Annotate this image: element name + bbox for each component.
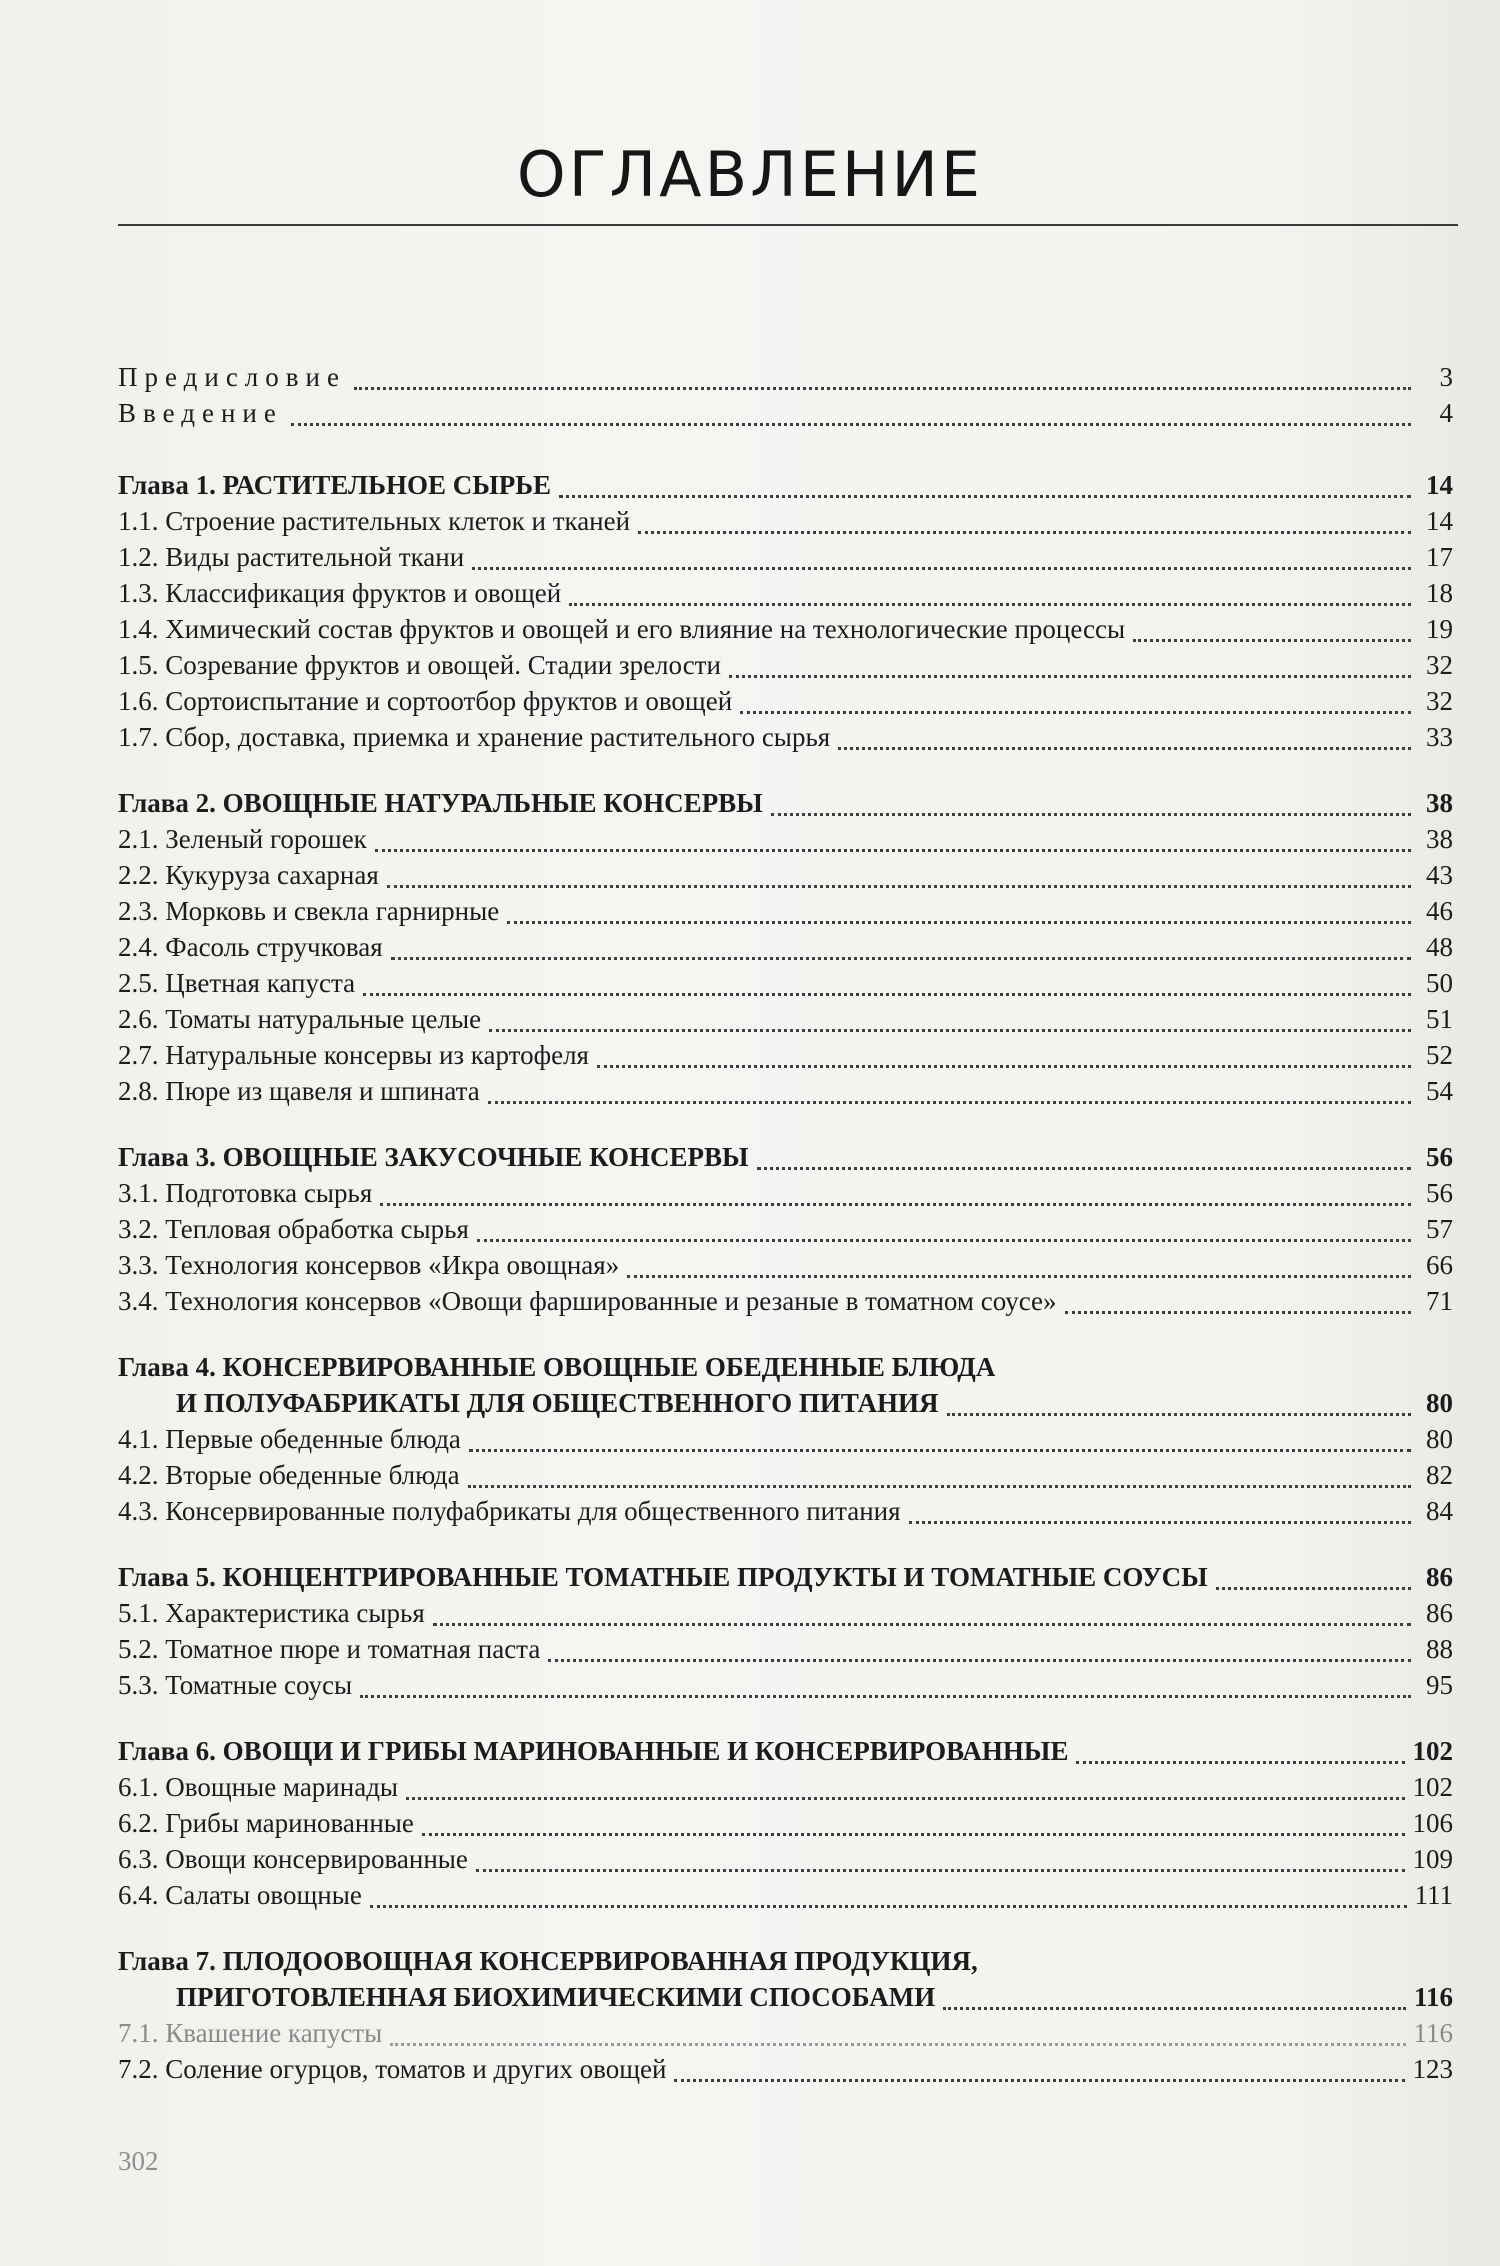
chapter-title: Глава 7. ПЛОДООВОЩНАЯ КОНСЕРВИРОВАННАЯ ПРОДУКЦИЯ, — [118, 1946, 978, 1976]
leader-dots — [391, 943, 1411, 960]
leader-dots — [354, 373, 1411, 390]
toc-section[interactable] — [118, 1808, 1453, 1844]
leader-dots — [1216, 1573, 1411, 1590]
toc-entry-label: 7.1. Квашение капусты — [118, 2018, 383, 2048]
leader-dots — [468, 1471, 1411, 1488]
toc-page-number: 86 — [1426, 1562, 1453, 1592]
toc-entry-label: 6.2. Грибы маринованные — [118, 1808, 414, 1838]
leader-dots — [477, 1225, 1411, 1242]
toc-section[interactable] — [118, 650, 1453, 686]
leader-dots — [559, 481, 1411, 498]
leader-dots — [489, 1015, 1411, 1032]
page-title: ОГЛАВЛЕНИЕ — [516, 138, 984, 211]
toc-page-number: 109 — [1412, 1844, 1453, 1874]
toc-entry-label: 2.4. Фасоль стручковая — [118, 932, 383, 962]
leader-dots — [370, 1891, 1407, 1908]
toc-section[interactable] — [118, 1598, 1453, 1634]
toc-page-number: 43 — [1426, 860, 1453, 890]
toc-section[interactable] — [118, 1634, 1453, 1670]
toc-entry-label: 2.8. Пюре из щавеля и шпината — [118, 1076, 480, 1106]
toc-chapter-5[interactable] — [118, 1562, 1453, 1598]
leader-dots — [729, 661, 1411, 678]
page-number-footer: 302 — [118, 2146, 159, 2176]
toc-page-number: 82 — [1426, 1460, 1453, 1490]
toc-section[interactable] — [118, 1424, 1453, 1460]
toc-entry-label: 4.2. Вторые обеденные блюда — [118, 1460, 460, 1490]
leader-dots — [838, 733, 1411, 750]
leader-dots — [638, 517, 1411, 534]
toc-section[interactable] — [118, 1670, 1453, 1706]
toc-entry-introduction[interactable] — [118, 398, 1453, 434]
table-of-contents — [118, 362, 1453, 2090]
toc-section[interactable] — [118, 614, 1453, 650]
toc-page-number: 33 — [1426, 722, 1453, 752]
toc-entry-label: 3.3. Технология консервов «Икра овощная» — [118, 1250, 620, 1280]
leader-dots — [469, 1435, 1411, 1452]
toc-page-number: 116 — [1413, 1982, 1453, 2012]
leader-dots — [476, 1855, 1405, 1872]
leader-dots — [943, 1993, 1406, 2010]
toc-section[interactable] — [118, 506, 1453, 542]
toc-entry-label: 2.3. Морковь и свекла гарнирные — [118, 896, 500, 926]
toc-page-number: 102 — [1412, 1736, 1453, 1766]
toc-page-number: 106 — [1412, 1808, 1453, 1838]
toc-section[interactable] — [118, 1076, 1453, 1112]
toc-section[interactable] — [118, 896, 1453, 932]
toc-section[interactable] — [118, 1844, 1453, 1880]
toc-entry-label: 3.4. Технология консервов «Овощи фаршированные и резаные в томатном соусе» — [118, 1286, 1057, 1316]
toc-page-number: 95 — [1426, 1670, 1453, 1700]
toc-page-number: 86 — [1426, 1598, 1453, 1628]
toc-section[interactable] — [118, 1250, 1453, 1286]
leader-dots — [472, 553, 1411, 570]
toc-page-number: 54 — [1426, 1076, 1453, 1106]
toc-entry-label: 1.2. Виды растительной ткани — [118, 542, 465, 572]
chapter-title: Глава 4. КОНСЕРВИРОВАННЫЕ ОВОЩНЫЕ ОБЕДЕННЫЕ БЛЮДА — [118, 1352, 996, 1382]
toc-entry-label: 2.1. Зеленый горошек — [118, 824, 367, 854]
leader-dots — [488, 1087, 1411, 1104]
toc-page-number: 57 — [1426, 1214, 1453, 1244]
chapter-title: Глава 5. КОНЦЕНТРИРОВАННЫЕ ТОМАТНЫЕ ПРОДУКТЫ И ТОМАТНЫЕ СОУСЫ — [118, 1562, 1208, 1592]
toc-entry-label: Предисловие — [118, 362, 346, 392]
leader-dots — [360, 1681, 1411, 1698]
toc-entry-label: 1.5. Созревание фруктов и овощей. Стадии зрелости — [118, 650, 721, 680]
toc-entry-label: 2.5. Цветная капуста — [118, 968, 356, 998]
toc-section[interactable] — [118, 968, 1453, 1004]
leader-dots — [363, 979, 1411, 996]
leader-dots — [1076, 1747, 1404, 1764]
toc-entry-label: 7.2. Соление огурцов, томатов и других овощей — [118, 2054, 667, 2084]
toc-entry-label: 2.2. Кукуруза сахарная — [118, 860, 379, 890]
toc-page-number: 116 — [1413, 2018, 1453, 2048]
toc-section[interactable] — [118, 542, 1453, 578]
leader-dots — [375, 835, 1411, 852]
leader-dots — [433, 1609, 1411, 1626]
toc-section[interactable] — [118, 824, 1453, 860]
leader-dots — [380, 1189, 1411, 1206]
toc-entry-label: 5.3. Томатные соусы — [118, 1670, 353, 1700]
toc-section[interactable] — [118, 1772, 1453, 1808]
toc-chapter-6[interactable] — [118, 1736, 1453, 1772]
toc-page-number: 66 — [1426, 1250, 1453, 1280]
leader-dots — [1065, 1297, 1411, 1314]
toc-entry-label: 1.4. Химический состав фруктов и овощей и его влияние на технологические процессы — [118, 614, 1126, 644]
toc-section[interactable] — [118, 860, 1453, 896]
toc-section[interactable] — [118, 1214, 1453, 1250]
leader-dots — [291, 409, 1411, 426]
toc-entry-label: 5.1. Характеристика сырья — [118, 1598, 425, 1628]
chapter-title: Глава 3. ОВОЩНЫЕ ЗАКУСОЧНЫЕ КОНСЕРВЫ — [118, 1142, 749, 1172]
leader-dots — [597, 1051, 1411, 1068]
toc-page-number: 14 — [1426, 506, 1453, 536]
toc-page-number: 38 — [1426, 788, 1453, 818]
toc-section[interactable] — [118, 2018, 1453, 2054]
toc-page-number: 48 — [1426, 932, 1453, 962]
leader-dots — [909, 1507, 1411, 1524]
toc-chapter-2[interactable] — [118, 788, 1453, 824]
leader-dots — [422, 1819, 1405, 1836]
leader-dots — [771, 799, 1411, 816]
toc-chapter-1[interactable] — [118, 470, 1453, 506]
toc-page-number: 19 — [1426, 614, 1453, 644]
toc-page-number: 32 — [1426, 650, 1453, 680]
toc-page-number: 84 — [1426, 1496, 1453, 1526]
chapter-title-continued: И ПОЛУФАБРИКАТЫ ДЛЯ ОБЩЕСТВЕННОГО ПИТАНИЯ — [176, 1388, 939, 1418]
toc-entry-label: 4.1. Первые обеденные блюда — [118, 1424, 461, 1454]
toc-page-number: 18 — [1426, 578, 1453, 608]
toc-page-number: 123 — [1412, 2054, 1453, 2084]
toc-entry-label: 2.7. Натуральные консервы из картофеля — [118, 1040, 589, 1070]
leader-dots — [507, 907, 1411, 924]
toc-page-number: 56 — [1426, 1142, 1453, 1172]
toc-section[interactable] — [118, 1286, 1453, 1322]
toc-section[interactable] — [118, 1040, 1453, 1076]
toc-section[interactable] — [118, 1880, 1453, 1916]
toc-page-number: 88 — [1426, 1634, 1453, 1664]
toc-page-number: 32 — [1426, 686, 1453, 716]
toc-page-number: 50 — [1426, 968, 1453, 998]
leader-dots — [947, 1399, 1411, 1416]
toc-section[interactable] — [118, 932, 1453, 968]
toc-page-number: 51 — [1426, 1004, 1453, 1034]
toc-page-number: 46 — [1426, 896, 1453, 926]
toc-page-number: 4 — [1439, 398, 1453, 428]
toc-entry-label: 1.3. Классификация фруктов и овощей — [118, 578, 562, 608]
toc-chapter-7[interactable] — [118, 1946, 1453, 1982]
leader-dots — [757, 1153, 1412, 1170]
toc-section[interactable] — [118, 686, 1453, 722]
toc-section[interactable] — [118, 722, 1453, 758]
leader-dots — [406, 1783, 1404, 1800]
chapter-title: Глава 1. РАСТИТЕЛЬНОЕ СЫРЬЕ — [118, 470, 552, 500]
toc-entry-label: 6.3. Овощи консервированные — [118, 1844, 468, 1874]
toc-chapter-4-cont[interactable] — [118, 1388, 1453, 1424]
toc-entry-preface[interactable] — [118, 362, 1453, 398]
toc-chapter-3[interactable] — [118, 1142, 1453, 1178]
leader-dots — [674, 2065, 1404, 2082]
toc-entry-label: 6.1. Овощные маринады — [118, 1772, 399, 1802]
toc-entry-label: 6.4. Салаты овощные — [118, 1880, 362, 1910]
toc-section[interactable] — [118, 1004, 1453, 1040]
toc-page-number: 3 — [1439, 362, 1453, 392]
toc-page-number: 71 — [1426, 1286, 1453, 1316]
toc-entry-label: 1.7. Сбор, доставка, приемка и хранение растительного сырья — [118, 722, 831, 752]
toc-page-number: 80 — [1426, 1424, 1453, 1454]
toc-entry-label: 2.6. Томаты натуральные целые — [118, 1004, 482, 1034]
leader-dots — [1133, 625, 1411, 642]
toc-section[interactable] — [118, 1460, 1453, 1496]
chapter-title: Глава 6. ОВОЩИ И ГРИБЫ МАРИНОВАННЫЕ И КОНСЕРВИРОВАННЫЕ — [118, 1736, 1069, 1766]
toc-entry-label: 3.1. Подготовка сырья — [118, 1178, 373, 1208]
toc-chapter-7-cont[interactable] — [118, 1982, 1453, 2018]
leader-dots — [740, 697, 1411, 714]
toc-page-number: 14 — [1426, 470, 1453, 500]
title-rule — [118, 224, 1458, 226]
toc-section[interactable] — [118, 578, 1453, 614]
toc-entry-label: 5.2. Томатное пюре и томатная паста — [118, 1634, 541, 1664]
toc-section[interactable] — [118, 2054, 1453, 2090]
toc-section[interactable] — [118, 1178, 1453, 1214]
leader-dots — [569, 589, 1411, 606]
toc-entry-label: 1.6. Сортоиспытание и сортоотбор фруктов и овощей — [118, 686, 733, 716]
chapter-title-continued: ПРИГОТОВЛЕННАЯ БИОХИМИЧЕСКИМИ СПОСОБАМИ — [176, 1982, 936, 2012]
chapter-title: Глава 2. ОВОЩНЫЕ НАТУРАЛЬНЫЕ КОНСЕРВЫ — [118, 788, 763, 818]
toc-page-number: 17 — [1426, 542, 1453, 572]
leader-dots — [390, 2029, 1405, 2046]
leader-dots — [627, 1261, 1411, 1278]
toc-chapter-4[interactable] — [118, 1352, 1453, 1388]
toc-section[interactable] — [118, 1496, 1453, 1532]
toc-page-number: 38 — [1426, 824, 1453, 854]
toc-page-number: 80 — [1426, 1388, 1453, 1418]
leader-dots — [548, 1645, 1411, 1662]
toc-page-number: 52 — [1426, 1040, 1453, 1070]
toc-entry-label: 1.1. Строение растительных клеток и тканей — [118, 506, 631, 536]
toc-page-number: 111 — [1414, 1880, 1453, 1910]
leader-dots — [387, 871, 1411, 888]
toc-page-number: 56 — [1426, 1178, 1453, 1208]
toc-entry-label: Введение — [118, 398, 283, 428]
toc-page-number: 102 — [1412, 1772, 1453, 1802]
toc-entry-label: 4.3. Консервированные полуфабрикаты для общественного питания — [118, 1496, 901, 1526]
toc-entry-label: 3.2. Тепловая обработка сырья — [118, 1214, 469, 1244]
